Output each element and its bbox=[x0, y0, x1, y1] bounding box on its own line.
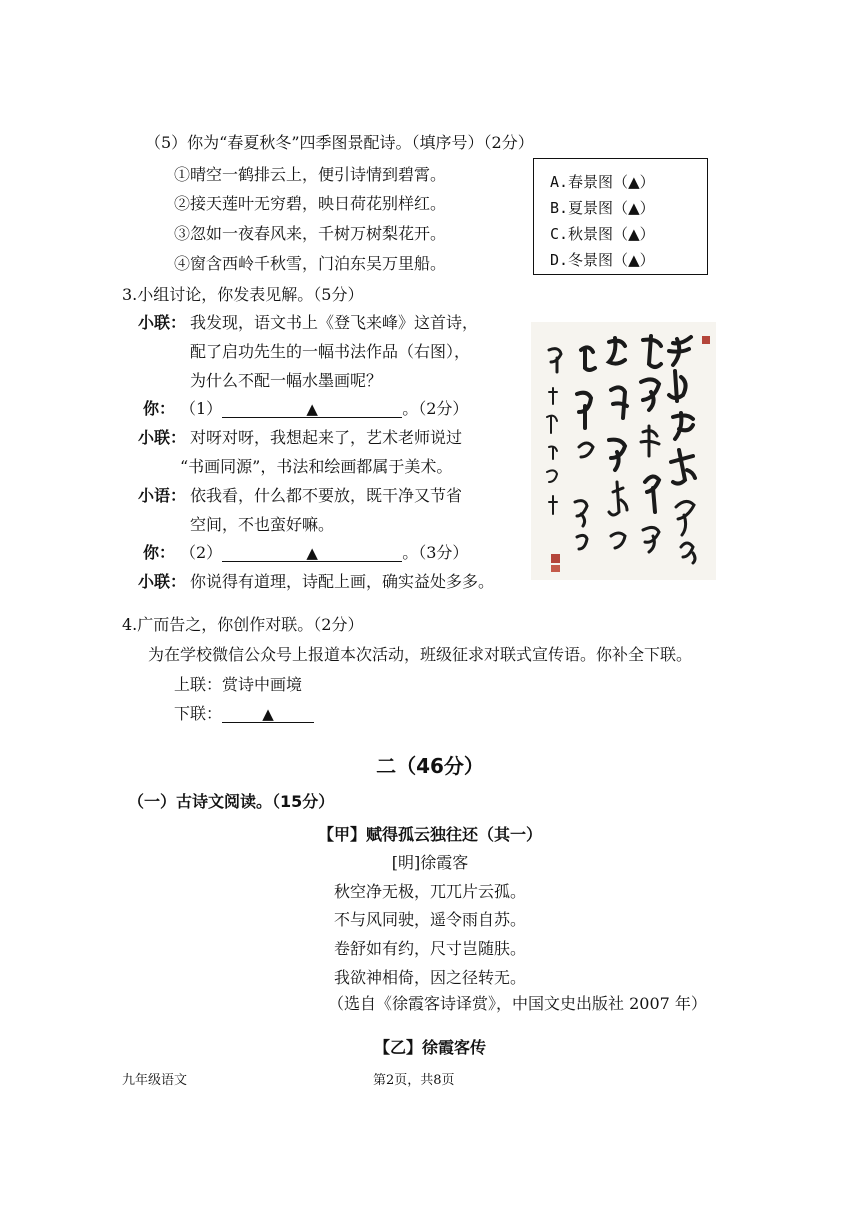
couplet-upper: 上联：赏诗中画境 bbox=[174, 675, 303, 694]
subsection-title: （一）古诗文阅读。（15分） bbox=[128, 792, 335, 811]
dialogue-line: 为什么不配一幅水墨画呢？ bbox=[190, 371, 383, 390]
speaker-xiaoyu: 小语： bbox=[138, 486, 187, 505]
q5-prompt: （5）你为“春夏秋冬”四季图景配诗。（填序号）（2分） bbox=[145, 133, 534, 152]
season-answer-box bbox=[533, 158, 708, 275]
autumn-answer[interactable] bbox=[550, 223, 655, 244]
q4-description: 为在学校微信公众号上报道本次活动，班级征求对联式宣传语。你补全下联。 bbox=[148, 645, 693, 664]
dialogue-line: 我发现，语文书上《登飞来峰》这首诗， bbox=[190, 313, 479, 332]
spring-answer[interactable] bbox=[550, 171, 655, 192]
summer-label: B.夏景图（ bbox=[550, 199, 629, 217]
poem-source: （选自《徐霞客诗译赏》，中国文史出版社 2007 年） bbox=[328, 994, 707, 1013]
answer-triangle-icon: ▲ bbox=[262, 705, 274, 723]
poem-line-1: ①晴空一鹤排云上，便引诗情到碧霄。 bbox=[174, 165, 447, 184]
answer-triangle-icon: ▲ bbox=[628, 251, 640, 269]
answer-2 bbox=[180, 543, 468, 562]
answer-triangle-icon: ▲ bbox=[628, 225, 640, 243]
poem-line-3: ③忽如一夜春风来，千树万树梨花开。 bbox=[174, 224, 447, 243]
winter-label: D.冬景图（ bbox=[550, 251, 629, 269]
answer-number: （2） bbox=[180, 543, 223, 562]
calligraphy-image bbox=[531, 322, 716, 580]
calligraphy-brush-icon bbox=[531, 322, 716, 580]
answer-1 bbox=[180, 399, 468, 418]
dialogue-line: 空间，不也蛮好嘛。 bbox=[190, 515, 335, 534]
speaker-xiaolian: 小联： bbox=[138, 428, 187, 447]
dialogue-line: 对呀对呀，我想起来了，艺术老师说过 bbox=[190, 428, 463, 447]
answer-triangle-icon: ▲ bbox=[306, 400, 318, 418]
dialogue-line: 你说得有道理，诗配上画，确实益处多多。 bbox=[190, 572, 495, 591]
article-title-yi: 【乙】徐霞客传 bbox=[373, 1038, 486, 1057]
poem-verse: 我欲神相倚，因之径转无。 bbox=[333, 968, 526, 987]
poem-line-4: ④窗含西岭千秋雪，门泊东吴万里船。 bbox=[174, 254, 447, 273]
answer-blank-1[interactable] bbox=[222, 399, 402, 418]
answer-triangle-icon: ▲ bbox=[306, 544, 318, 562]
footer-subject: 九年级语文 bbox=[122, 1073, 188, 1088]
answer-triangle-icon: ▲ bbox=[628, 173, 640, 191]
q3-title: 3.小组讨论，你发表见解。（5分） bbox=[122, 285, 364, 304]
speaker-xiaolian: 小联： bbox=[138, 313, 187, 332]
autumn-label: C.秋景图（ bbox=[550, 225, 629, 243]
poem-line-2: ②接天莲叶无穷碧，映日荷花别样红。 bbox=[174, 194, 447, 213]
poem-author: [明]徐霞客 bbox=[391, 853, 469, 872]
section-title: 二（46分） bbox=[376, 754, 484, 778]
dialogue-line: 依我看，什么都不要放，既干净又节省 bbox=[190, 486, 463, 505]
poem-title-jia: 【甲】赋得孤云独往还（其一） bbox=[317, 825, 542, 844]
couplet-lower-label: 下联： bbox=[174, 704, 223, 723]
answer-blank-2[interactable] bbox=[222, 543, 402, 562]
spring-label: A.春景图（ bbox=[550, 173, 629, 191]
q4-title: 4.广而告之，你创作对联。（2分） bbox=[122, 615, 364, 634]
summer-answer[interactable] bbox=[550, 197, 655, 218]
winter-answer[interactable] bbox=[550, 249, 655, 270]
paren-close: ） bbox=[639, 173, 655, 191]
dialogue-line: 配了启功先生的一幅书法作品（右图）， bbox=[190, 342, 471, 361]
poem-verse: 卷舒如有约，尺寸岂随肤。 bbox=[333, 939, 526, 958]
couplet-lower bbox=[174, 704, 314, 723]
answer-points: 。（2分） bbox=[402, 399, 469, 418]
paren-close: ） bbox=[639, 225, 655, 243]
answer-points: 。（3分） bbox=[402, 543, 469, 562]
answer-number: （1） bbox=[180, 399, 223, 418]
couplet-lower-blank[interactable] bbox=[222, 704, 314, 723]
speaker-you: 你： bbox=[143, 399, 176, 418]
footer-page-number: 第2页，共8页 bbox=[373, 1073, 455, 1088]
paren-close: ） bbox=[639, 199, 655, 217]
speaker-xiaolian: 小联： bbox=[138, 572, 187, 591]
answer-triangle-icon: ▲ bbox=[628, 199, 640, 217]
poem-verse: 不与风同驶，遥令雨自苏。 bbox=[333, 910, 526, 929]
dialogue-line: “书画同源”，书法和绘画都属于美术。 bbox=[180, 457, 453, 476]
poem-verse: 秋空净无极，兀兀片云孤。 bbox=[333, 882, 526, 901]
paren-close: ） bbox=[639, 251, 655, 269]
speaker-you: 你： bbox=[143, 543, 176, 562]
